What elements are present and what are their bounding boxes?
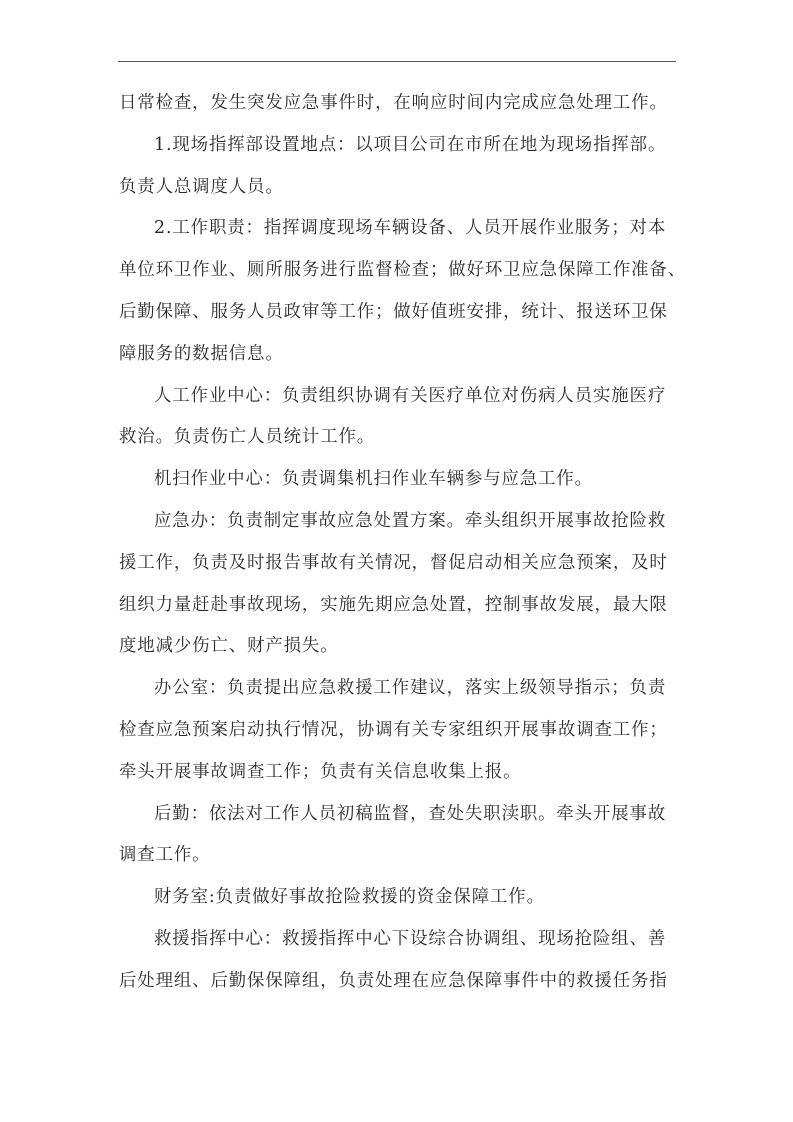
- text-line: 障服务的数据信息。: [119, 343, 284, 364]
- text-line: 救治。负责伤亡人员统计工作。: [119, 427, 376, 448]
- text-line: 办公室：负责提出应急救援工作建议，落实上级领导指示；负责: [154, 678, 667, 699]
- paragraph-general-office: [119, 668, 679, 793]
- paragraph-rescue-command-center: [119, 919, 679, 1003]
- text-line: 人工作业中心：负责组织协调有关医疗单位对伤病人员实施医疗: [154, 385, 667, 406]
- text-line: 检查应急预案启动执行情况，协调有关专家组织开展事故调查工作；: [119, 719, 668, 740]
- text-line: 救援指挥中心：救援指挥中心下设综合协调组、现场抢险组、善: [154, 928, 667, 949]
- paragraph-machine-sweeping-center: [119, 459, 679, 501]
- paragraph-command-location: [119, 125, 679, 209]
- text-line: 单位环卫作业、厕所服务进行监督检查；做好环卫应急保障工作准备、: [119, 260, 687, 281]
- paragraph-logistics: [119, 794, 679, 878]
- text-line: 组织力量赶赴事故现场，实施先期应急处置，控制事故发展，最大限: [119, 594, 668, 615]
- text-line: 2.工作职责：指挥调度现场车辆设备、人员开展作业服务；对本: [154, 218, 667, 239]
- text-line: 调查工作。: [119, 845, 211, 866]
- text-line: 后勤：依法对工作人员初稿监督，查处失职渎职。牵头开展事故: [154, 803, 667, 824]
- text-line: 财务室:负责做好事故抢险救援的资金保障工作。: [154, 887, 545, 908]
- paragraph-work-duties: [119, 208, 687, 375]
- paragraph-manual-ops-center: [119, 376, 679, 460]
- document-body: [119, 83, 687, 1003]
- header-rule: [118, 61, 676, 62]
- text-line: 日常检查，发生突发应急事件时，在响应时间内完成应急处理工作。: [119, 93, 668, 113]
- text-line: 1.现场指挥部设置地点：以项目公司在市所在地为现场指挥部。: [154, 134, 667, 155]
- text-line: 应急办：负责制定事故应急处置方案。牵头组织开展事故抢险救: [154, 510, 667, 531]
- text-line: 牵头开展事故调查工作；负责有关信息收集上报。: [119, 761, 522, 782]
- paragraph-daily-inspection: [119, 83, 679, 125]
- text-line: 援工作，负责及时报告事故有关情况，督促启动相关应急预案，及时: [119, 552, 668, 573]
- text-line: 度地减少伤亡、财产损失。: [119, 636, 339, 657]
- text-line: 负责人总调度人员。: [119, 176, 284, 197]
- text-line: 后勤保障、服务人员政审等工作；做好值班安排，统计、报送环卫保: [119, 301, 668, 322]
- text-line: 后处理组、后勤保保障组，负责处理在应急保障事件中的救援任务指: [119, 970, 668, 991]
- paragraph-finance-office: [119, 877, 679, 919]
- paragraph-emergency-office: [119, 501, 679, 668]
- text-line: 机扫作业中心：负责调集机扫作业车辆参与应急工作。: [154, 469, 593, 490]
